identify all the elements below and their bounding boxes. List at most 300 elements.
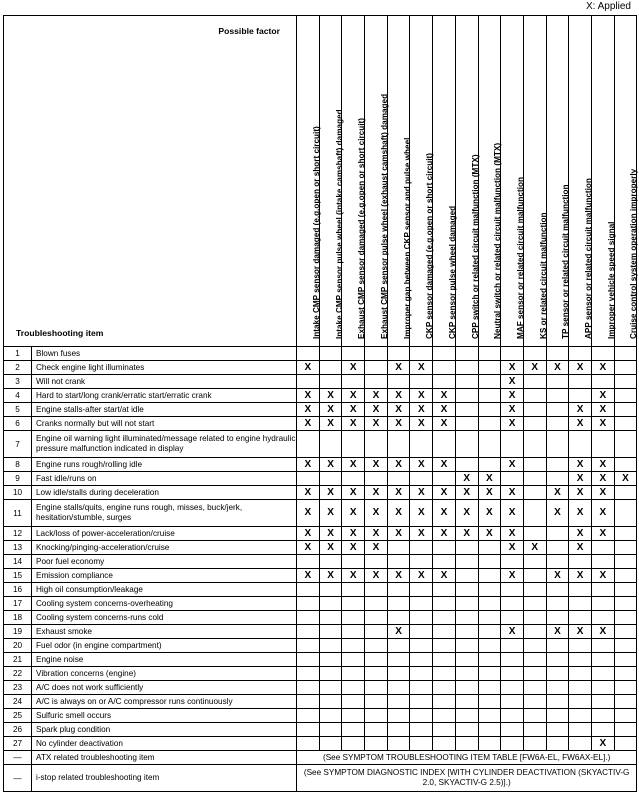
factor-label: Improper vehicle speed signal (606, 221, 616, 339)
factor-cell (319, 737, 342, 751)
factor-header (387, 16, 410, 347)
factor-cell (297, 431, 320, 458)
applied-mark: X (365, 527, 388, 541)
applied-mark: X (342, 389, 365, 403)
factor-cell (523, 709, 546, 723)
factor-cell (297, 695, 320, 709)
factor-cell (523, 431, 546, 458)
factor-cell (523, 639, 546, 653)
applied-mark: X (365, 569, 388, 583)
row-item: Cranks normally but will not start (32, 417, 297, 431)
factor-cell (546, 347, 569, 361)
applied-mark: X (387, 389, 410, 403)
applied-mark: X (455, 486, 478, 500)
applied-mark: X (478, 500, 501, 527)
factor-cell (342, 555, 365, 569)
factor-cell (591, 709, 614, 723)
table-row (4, 653, 637, 667)
table-row (4, 527, 637, 541)
applied-mark: X (342, 458, 365, 472)
factor-cell (455, 653, 478, 667)
factor-cell (365, 737, 388, 751)
applied-mark: X (433, 389, 456, 403)
factor-cell (455, 569, 478, 583)
factor-cell (297, 555, 320, 569)
factor-cell (591, 583, 614, 597)
factor-cell (523, 458, 546, 472)
factor-cell (478, 389, 501, 403)
table-row (4, 695, 637, 709)
applied-mark: X (387, 569, 410, 583)
factor-cell (319, 723, 342, 737)
table-row (4, 458, 637, 472)
factor-cell (342, 653, 365, 667)
factor-cell (546, 403, 569, 417)
factor-cell (365, 347, 388, 361)
table-row (4, 555, 637, 569)
row-number: — (4, 751, 32, 765)
factor-cell (387, 709, 410, 723)
row-item: Poor fuel economy (32, 555, 297, 569)
factor-cell (614, 709, 637, 723)
factor-cell (501, 653, 524, 667)
applied-mark: X (319, 500, 342, 527)
factor-cell (410, 639, 433, 653)
factor-cell (410, 709, 433, 723)
applied-mark: X (591, 417, 614, 431)
table-row (4, 639, 637, 653)
factor-cell (387, 723, 410, 737)
factor-cell (319, 653, 342, 667)
factor-cell (614, 597, 637, 611)
row-number: 1 (4, 347, 32, 361)
factor-cell (478, 681, 501, 695)
factor-cell (546, 375, 569, 389)
row-item: Knocking/pinging-acceleration/cruise (32, 541, 297, 555)
row-number: 3 (4, 375, 32, 389)
factor-cell (433, 555, 456, 569)
applied-mark: X (523, 361, 546, 375)
factor-cell (433, 639, 456, 653)
factor-cell (387, 472, 410, 486)
applied-mark: X (501, 403, 524, 417)
factor-cell (342, 695, 365, 709)
factor-cell (478, 583, 501, 597)
row-item: Cooling system concerns-overheating (32, 597, 297, 611)
factor-cell (546, 597, 569, 611)
factor-cell (455, 347, 478, 361)
factor-cell (319, 597, 342, 611)
factor-cell (455, 555, 478, 569)
factor-cell (591, 695, 614, 709)
applied-mark: X (297, 527, 320, 541)
factor-cell (365, 597, 388, 611)
factor-cell (569, 375, 592, 389)
applied-mark: X (342, 361, 365, 375)
factor-cell (297, 583, 320, 597)
applied-mark: X (410, 500, 433, 527)
factor-cell (614, 653, 637, 667)
factor-cell (478, 417, 501, 431)
factor-cell (569, 723, 592, 737)
factor-cell (523, 737, 546, 751)
factor-cell (342, 611, 365, 625)
applied-mark: X (523, 541, 546, 555)
factor-cell (410, 541, 433, 555)
factor-cell (433, 375, 456, 389)
factor-cell (319, 361, 342, 375)
applied-mark: X (433, 500, 456, 527)
applied-mark: X (591, 625, 614, 639)
factor-cell (614, 569, 637, 583)
table-row (4, 361, 637, 375)
factor-cell (614, 403, 637, 417)
see-reference[interactable]: (See SYMPTOM DIAGNOSTIC INDEX [WITH CYLINDER DEACTIVATION (SKYACTIV-G 2.0, SKYACTIV-G 2.5)].) (297, 765, 637, 792)
factor-cell (433, 472, 456, 486)
factor-cell (342, 639, 365, 653)
factor-cell (478, 555, 501, 569)
factor-cell (433, 625, 456, 639)
table-row (4, 472, 637, 486)
applied-mark: X (433, 458, 456, 472)
factor-cell (365, 625, 388, 639)
applied-mark: X (410, 403, 433, 417)
factor-cell (478, 458, 501, 472)
row-number: 2 (4, 361, 32, 375)
factor-cell (614, 667, 637, 681)
row-item: Hard to start/long crank/erratic start/erratic crank (32, 389, 297, 403)
factor-cell (365, 555, 388, 569)
factor-cell (546, 541, 569, 555)
factor-cell (410, 583, 433, 597)
factor-cell (387, 653, 410, 667)
row-item: Fuel odor (in engine compartment) (32, 639, 297, 653)
applied-mark: X (501, 625, 524, 639)
applied-mark: X (433, 403, 456, 417)
factor-cell (410, 431, 433, 458)
row-number: 15 (4, 569, 32, 583)
factor-header (478, 16, 501, 347)
applied-mark: X (591, 472, 614, 486)
factor-cell (569, 737, 592, 751)
factor-cell (387, 541, 410, 555)
applied-mark: X (569, 486, 592, 500)
applied-mark: X (387, 500, 410, 527)
applied-mark: X (297, 569, 320, 583)
factor-cell (546, 583, 569, 597)
row-item: Cooling system concerns-runs cold (32, 611, 297, 625)
factor-cell (591, 653, 614, 667)
factor-cell (319, 555, 342, 569)
factor-header (433, 16, 456, 347)
row-number: 13 (4, 541, 32, 555)
factor-cell (342, 709, 365, 723)
factor-cell (455, 361, 478, 375)
applied-mark: X (365, 417, 388, 431)
factor-cell (546, 472, 569, 486)
row-item: Vibration concerns (engine) (32, 667, 297, 681)
factor-cell (365, 653, 388, 667)
applied-mark: X (297, 500, 320, 527)
applied-mark: X (410, 389, 433, 403)
factor-cell (569, 431, 592, 458)
factor-cell (501, 431, 524, 458)
factor-cell (342, 737, 365, 751)
factor-cell (478, 625, 501, 639)
applied-mark: X (591, 527, 614, 541)
applied-mark: X (501, 527, 524, 541)
factor-label: CPP switch or related circuit malfunction (MTX) (470, 154, 480, 339)
factor-cell (297, 625, 320, 639)
factor-cell (297, 347, 320, 361)
factor-cell (433, 681, 456, 695)
factor-cell (410, 737, 433, 751)
factor-cell (591, 597, 614, 611)
factor-header (523, 16, 546, 347)
troubleshooting-item-label: Troubleshooting item (16, 328, 104, 338)
factor-label: Exhaust CMP sensor pulse wheel (exhaust camshaft) damaged (379, 93, 389, 339)
factor-cell (297, 737, 320, 751)
factor-header (455, 16, 478, 347)
applied-mark: X (365, 389, 388, 403)
applied-mark: X (319, 486, 342, 500)
applied-mark: X (433, 417, 456, 431)
factor-cell (319, 472, 342, 486)
row-number: 7 (4, 431, 32, 458)
factor-cell (455, 709, 478, 723)
header-corner (4, 16, 297, 347)
row-number: 21 (4, 653, 32, 667)
factor-cell (569, 347, 592, 361)
factor-cell (455, 611, 478, 625)
applied-mark: X (591, 458, 614, 472)
factor-cell (546, 611, 569, 625)
factor-cell (501, 555, 524, 569)
factor-cell (546, 681, 569, 695)
factor-cell (546, 737, 569, 751)
applied-mark: X (342, 527, 365, 541)
applied-mark: X (546, 569, 569, 583)
factor-cell (523, 569, 546, 583)
factor-cell (410, 597, 433, 611)
factor-cell (342, 583, 365, 597)
factor-cell (523, 695, 546, 709)
applied-mark: X (365, 458, 388, 472)
factor-cell (433, 695, 456, 709)
applied-mark: X (546, 361, 569, 375)
factor-header (365, 16, 388, 347)
applied-mark: X (546, 486, 569, 500)
factor-cell (569, 583, 592, 597)
applied-mark: X (569, 541, 592, 555)
factor-cell (478, 723, 501, 737)
table-row (4, 541, 637, 555)
applied-mark: X (569, 458, 592, 472)
applied-mark: X (342, 486, 365, 500)
table-row (4, 611, 637, 625)
factor-cell (478, 667, 501, 681)
factor-cell (614, 375, 637, 389)
troubleshooting-table (3, 15, 637, 792)
factor-label: TP sensor or related circuit malfunction (561, 184, 571, 339)
factor-cell (546, 527, 569, 541)
row-number: 14 (4, 555, 32, 569)
factor-header (591, 16, 614, 347)
table-row (4, 389, 637, 403)
factor-cell (614, 458, 637, 472)
factor-cell (591, 347, 614, 361)
factor-cell (455, 695, 478, 709)
factor-cell (455, 431, 478, 458)
row-item: High oil consumption/leakage (32, 583, 297, 597)
factor-cell (365, 709, 388, 723)
applied-mark: X (319, 541, 342, 555)
applied-mark: X (569, 361, 592, 375)
factor-header (569, 16, 592, 347)
factor-label: CKP sensor damaged (e.g.open or short circuit) (425, 153, 435, 339)
factor-cell (478, 653, 501, 667)
factor-cell (614, 527, 637, 541)
factor-cell (365, 431, 388, 458)
factor-cell (387, 611, 410, 625)
row-item: Check engine light illuminates (32, 361, 297, 375)
header-row (4, 16, 637, 347)
factor-cell (478, 431, 501, 458)
row-item: Will not crank (32, 375, 297, 389)
factor-cell (319, 681, 342, 695)
applied-mark: X (387, 527, 410, 541)
row-item: Engine noise (32, 653, 297, 667)
factor-cell (319, 347, 342, 361)
factor-cell (523, 417, 546, 431)
applied-mark: X (342, 569, 365, 583)
applied-mark: X (455, 472, 478, 486)
factor-cell (546, 458, 569, 472)
factor-cell (297, 653, 320, 667)
factor-cell (614, 347, 637, 361)
applied-mark: X (319, 458, 342, 472)
factor-cell (569, 555, 592, 569)
factor-cell (342, 723, 365, 737)
row-item: Sulfuric smell occurs (32, 709, 297, 723)
factor-cell (614, 611, 637, 625)
row-number: 18 (4, 611, 32, 625)
row-item: i-stop related troubleshooting item (32, 765, 297, 792)
table-row (4, 737, 637, 751)
factor-cell (614, 555, 637, 569)
applied-mark: X (569, 527, 592, 541)
factor-cell (523, 472, 546, 486)
applied-mark: X (501, 417, 524, 431)
table-row (4, 431, 637, 458)
applied-mark: X (297, 417, 320, 431)
factor-cell (614, 737, 637, 751)
applied-mark: X (365, 500, 388, 527)
applied-mark: X (365, 541, 388, 555)
factor-cell (501, 472, 524, 486)
factor-cell (569, 639, 592, 653)
factor-cell (523, 389, 546, 403)
applied-mark: X (501, 569, 524, 583)
row-item: Fast idle/runs on (32, 472, 297, 486)
factor-cell (478, 611, 501, 625)
factor-cell (365, 681, 388, 695)
factor-cell (319, 639, 342, 653)
row-number: 27 (4, 737, 32, 751)
factor-cell (342, 472, 365, 486)
table-row (4, 667, 637, 681)
row-number: 9 (4, 472, 32, 486)
row-item: Engine stalls/quits, engine runs rough, misses, buck/jerk, hesitation/stumble, surges (32, 500, 297, 527)
applied-mark: X (410, 527, 433, 541)
factor-cell (501, 639, 524, 653)
see-reference[interactable]: (See SYMPTOM TROUBLESHOOTING ITEM TABLE [FW6A-EL, FW6AX-EL].) (297, 751, 637, 765)
factor-cell (433, 709, 456, 723)
table-row (4, 597, 637, 611)
factor-cell (546, 723, 569, 737)
factor-cell (387, 597, 410, 611)
applied-mark: X (433, 527, 456, 541)
applied-mark: X (478, 486, 501, 500)
factor-header (546, 16, 569, 347)
factor-cell (546, 709, 569, 723)
factor-cell (614, 486, 637, 500)
table-row (4, 723, 637, 737)
row-item: A/C is always on or A/C compressor runs continuously (32, 695, 297, 709)
applied-mark: X (478, 527, 501, 541)
factor-header (410, 16, 433, 347)
factor-cell (433, 583, 456, 597)
row-number: 12 (4, 527, 32, 541)
factor-cell (410, 695, 433, 709)
row-number: — (4, 765, 32, 792)
factor-cell (455, 389, 478, 403)
factor-cell (297, 681, 320, 695)
factor-cell (410, 653, 433, 667)
factor-cell (569, 681, 592, 695)
applied-mark: X (501, 375, 524, 389)
factor-cell (365, 695, 388, 709)
factor-cell (614, 639, 637, 653)
applied-mark: X (569, 472, 592, 486)
factor-label: CKP sensor pulse wheel damaged (447, 205, 457, 339)
row-number: 4 (4, 389, 32, 403)
factor-cell (365, 361, 388, 375)
row-number: 8 (4, 458, 32, 472)
table-row (4, 375, 637, 389)
factor-cell (455, 417, 478, 431)
factor-cell (319, 583, 342, 597)
applied-mark: X (342, 417, 365, 431)
table-row (4, 417, 637, 431)
factor-cell (614, 695, 637, 709)
factor-cell (501, 723, 524, 737)
row-number: 25 (4, 709, 32, 723)
factor-cell (433, 611, 456, 625)
table-row (4, 583, 637, 597)
row-number: 5 (4, 403, 32, 417)
factor-cell (433, 597, 456, 611)
row-number: 24 (4, 695, 32, 709)
applied-mark: X (342, 500, 365, 527)
factor-label: Cruise control system operation improperly (629, 168, 639, 339)
factor-cell (523, 625, 546, 639)
factor-cell (478, 695, 501, 709)
row-item: Emission compliance (32, 569, 297, 583)
table-body (4, 347, 637, 792)
factor-cell (319, 431, 342, 458)
applied-mark: X (569, 569, 592, 583)
